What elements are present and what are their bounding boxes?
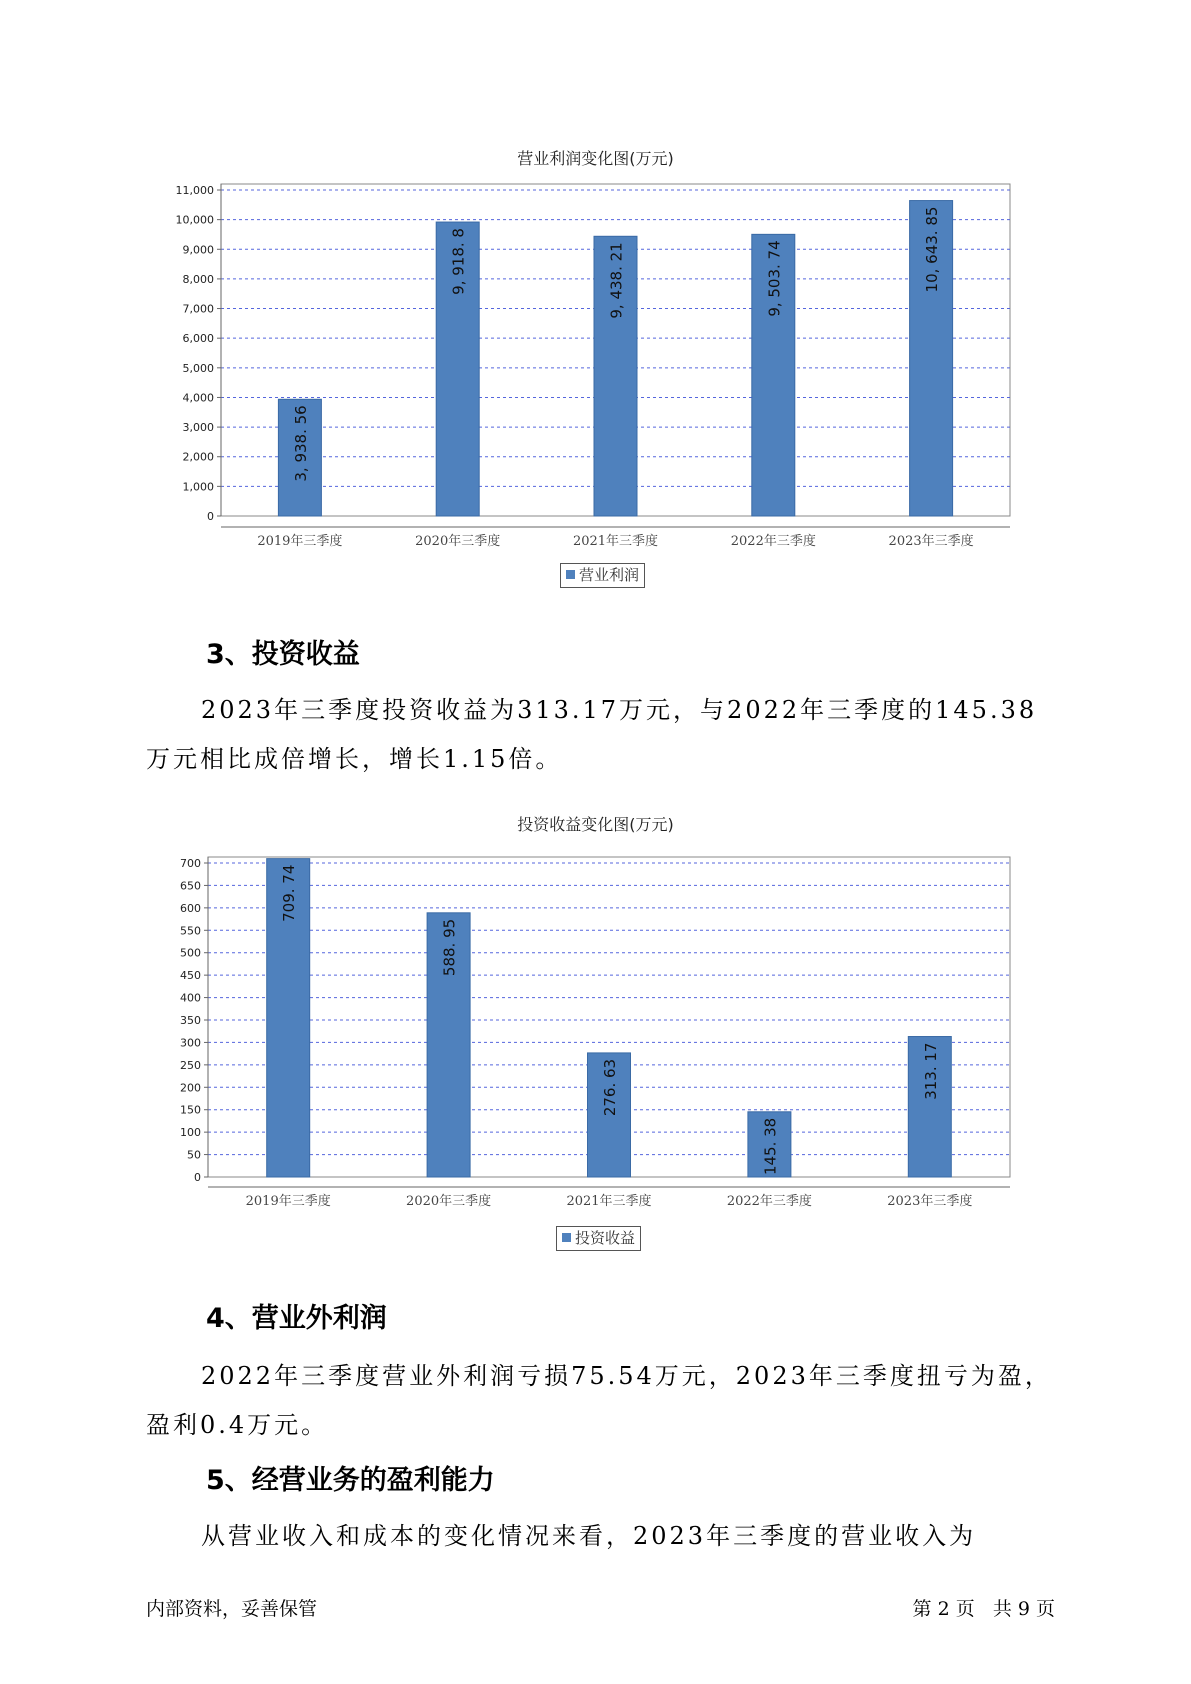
section-heading: 4、营业外利润 [206, 1303, 387, 1334]
x-tick-label: 2023年三季度 [888, 534, 974, 549]
y-tick-label: 0 [207, 510, 214, 523]
x-tick-label: 2022年三季度 [726, 1194, 812, 1209]
y-tick-label: 350 [180, 1014, 201, 1027]
y-tick-label: 600 [180, 901, 201, 915]
x-tick-label: 2020年三季度 [415, 534, 501, 549]
footer-left: 内部资料，妥善保管 [146, 1598, 318, 1620]
section-paragraph [146, 1352, 1061, 1450]
y-tick-label: 3,000 [182, 421, 214, 435]
x-tick-label: 2021年三季度 [566, 1194, 652, 1209]
y-tick-label: 250 [180, 1058, 201, 1072]
legend-label: 营业利润 [579, 566, 640, 584]
chart-title: 营业利润变化图(万元) [517, 149, 674, 168]
y-tick-label: 200 [180, 1081, 201, 1095]
data-label: 3, 938. 56 [291, 405, 310, 482]
y-tick-label: 6,000 [182, 332, 214, 346]
y-tick-label: 7,000 [182, 302, 214, 316]
data-label: 9, 918. 8 [449, 228, 468, 295]
x-tick-label: 2023年三季度 [887, 1194, 973, 1209]
y-tick-label: 450 [180, 969, 201, 983]
y-tick-label: 0 [194, 1171, 201, 1184]
y-tick-label: 9,000 [182, 243, 214, 257]
y-tick-label: 2,000 [182, 450, 214, 464]
chart-title: 投资收益变化图(万元) [517, 815, 674, 834]
y-tick-label: 10,000 [175, 213, 214, 227]
y-tick-label: 300 [180, 1036, 201, 1050]
section-paragraph [146, 1512, 1061, 1561]
y-tick-label: 700 [180, 857, 201, 870]
x-tick-label: 2019年三季度 [257, 534, 343, 549]
y-tick-label: 4,000 [182, 391, 214, 405]
y-tick-label: 50 [187, 1148, 201, 1162]
y-tick-label: 550 [180, 924, 201, 938]
legend-swatch [562, 1233, 571, 1242]
data-label: 313. 17 [921, 1042, 940, 1100]
y-tick-label: 650 [180, 879, 201, 893]
x-tick-label: 2022年三季度 [730, 534, 816, 549]
data-label: 145. 38 [761, 1117, 780, 1176]
x-tick-label: 2019年三季度 [245, 1194, 331, 1209]
y-tick-label: 11,000 [175, 184, 214, 197]
section-heading: 3、投资收益 [206, 639, 360, 670]
paragraph-text: 2023年三季度投资收益为313.17万元，与2022年三季度的145.38万元相比成倍增长，增长1.15倍。 [146, 696, 1038, 773]
chart-legend [556, 1226, 641, 1251]
x-tick-label: 2020年三季度 [406, 1194, 492, 1209]
data-label: 9, 438. 21 [607, 242, 626, 319]
data-label: 9, 503. 74 [765, 240, 784, 317]
y-tick-label: 150 [180, 1103, 201, 1117]
data-label: 10, 643. 85 [923, 206, 942, 293]
x-tick-label: 2021年三季度 [572, 534, 659, 549]
legend-label: 投资收益 [575, 1229, 636, 1247]
y-tick-label: 500 [180, 946, 201, 960]
y-tick-label: 8,000 [182, 272, 214, 286]
data-label: 276. 63 [601, 1058, 619, 1117]
y-tick-label: 1,000 [182, 480, 214, 494]
page-number: 第 2 页 共 9 页 [912, 1598, 1055, 1620]
section-heading: 5、经营业务的盈利能力 [206, 1465, 495, 1496]
data-label: 709. 74 [280, 864, 299, 922]
y-tick-label: 5,000 [182, 361, 214, 375]
y-tick-label: 400 [180, 991, 201, 1005]
paragraph-text: 2022年三季度营业外利润亏损75.54万元，2023年三季度扭亏为盈，盈利0.4万元。 [146, 1362, 1052, 1439]
data-label: 588. 95 [440, 918, 459, 977]
y-tick-label: 100 [180, 1126, 201, 1140]
paragraph-text: 从营业收入和成本的变化情况来看，2023年三季度的营业收入为 [201, 1522, 977, 1550]
